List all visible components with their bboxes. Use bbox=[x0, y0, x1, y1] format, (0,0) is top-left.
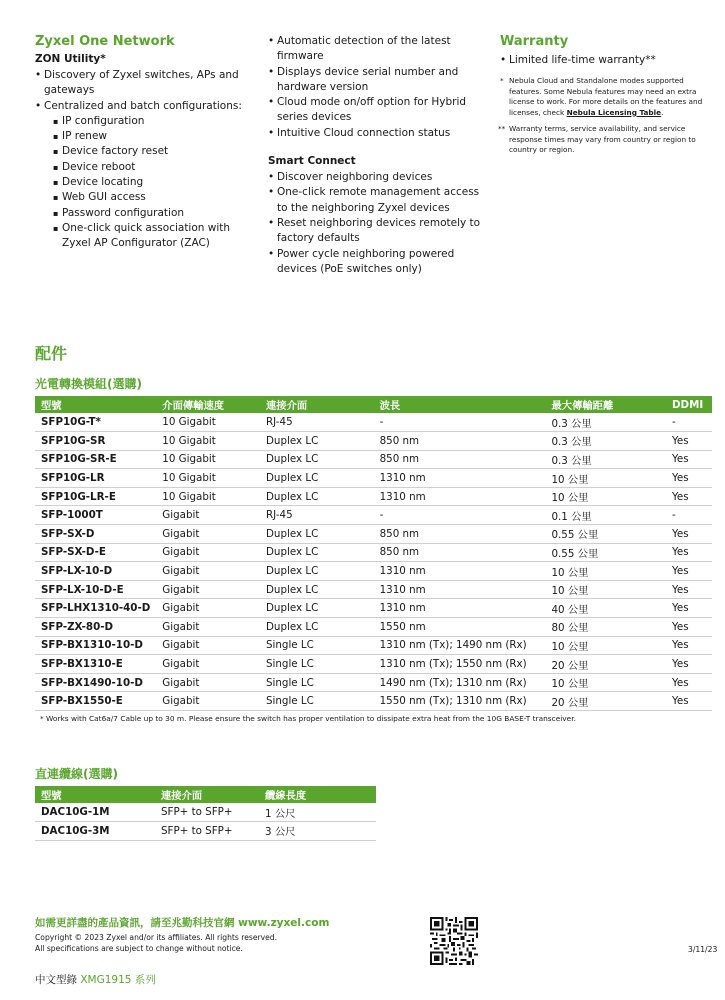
table-cell: - bbox=[666, 506, 712, 525]
column-header: 纜線長度 bbox=[259, 786, 376, 803]
table-row bbox=[35, 562, 712, 581]
table-cell: Yes bbox=[666, 450, 712, 469]
table-cell: 10 Gigabit bbox=[156, 469, 260, 488]
table-row bbox=[35, 673, 712, 692]
list-item: • Limited life-time warranty** bbox=[500, 53, 715, 68]
table-cell: 1310 nm bbox=[374, 487, 546, 506]
model-cell: SFP-LX-10-D-E bbox=[35, 580, 156, 599]
list-item: ▪ Device factory reset bbox=[53, 144, 255, 159]
table-cell: 3 公尺 bbox=[259, 822, 376, 841]
table-row bbox=[35, 413, 712, 432]
column-header: 連接介面 bbox=[260, 396, 374, 413]
table-cell: Single LC bbox=[260, 636, 374, 655]
table-cell: Yes bbox=[666, 543, 712, 562]
table-cell: Single LC bbox=[260, 655, 374, 674]
table-row bbox=[35, 543, 712, 562]
table-cell: SFP+ to SFP+ bbox=[155, 822, 259, 841]
table-cell: 1310 nm (Tx); 1490 nm (Rx) bbox=[374, 636, 546, 655]
table-row bbox=[35, 525, 712, 544]
table-row bbox=[35, 822, 376, 841]
zon-title: Zyxel One Network bbox=[35, 34, 175, 49]
copyright-block bbox=[35, 933, 277, 955]
model-cell: SFP-LHX1310-40-D bbox=[35, 599, 156, 618]
list-item: • Discovery of Zyxel switches, APs and gateways bbox=[35, 68, 255, 99]
table-cell: Gigabit bbox=[156, 580, 260, 599]
table-cell: 10 公里 bbox=[545, 580, 666, 599]
table-cell: Yes bbox=[666, 618, 712, 637]
table-cell: Duplex LC bbox=[260, 450, 374, 469]
table-cell: 1490 nm (Tx); 1310 nm (Rx) bbox=[374, 673, 546, 692]
zon-continued-column bbox=[268, 34, 488, 277]
list-item: ▪ Device reboot bbox=[53, 160, 255, 175]
table-cell: Gigabit bbox=[156, 692, 260, 711]
model-cell: SFP-ZX-80-D bbox=[35, 618, 156, 637]
table-cell: Duplex LC bbox=[260, 618, 374, 637]
column-header: 型號 bbox=[35, 786, 155, 803]
table-cell: Duplex LC bbox=[260, 432, 374, 451]
table-cell: Gigabit bbox=[156, 618, 260, 637]
table-cell: Yes bbox=[666, 673, 712, 692]
dac-table-body bbox=[35, 803, 376, 840]
list-item: • Discover neighboring devices bbox=[268, 170, 488, 185]
table-cell: Yes bbox=[666, 487, 712, 506]
table-cell: 10 公里 bbox=[545, 562, 666, 581]
dac-table bbox=[35, 786, 376, 841]
table-cell: 0.3 公里 bbox=[545, 450, 666, 469]
table-cell: 1310 nm (Tx); 1550 nm (Rx) bbox=[374, 655, 546, 674]
table-cell: Gigabit bbox=[156, 599, 260, 618]
table-cell: 1310 nm bbox=[374, 580, 546, 599]
footnote-text: Nebula Cloud and Standalone modes supported features. Some Nebula features may need an extra license to work. For more details on the features and licenses, check bbox=[509, 76, 703, 117]
table-cell: - bbox=[374, 506, 546, 525]
warranty-title: Warranty bbox=[500, 34, 569, 49]
table-cell: 850 nm bbox=[374, 525, 546, 544]
table-cell: Duplex LC bbox=[260, 562, 374, 581]
model-cell: SFP10G-LR-E bbox=[35, 487, 156, 506]
table-cell: Duplex LC bbox=[260, 599, 374, 618]
warranty-column bbox=[500, 34, 715, 156]
table-cell: Gigabit bbox=[156, 543, 260, 562]
table-cell: - bbox=[666, 413, 712, 432]
table-cell: 10 公里 bbox=[545, 469, 666, 488]
zon-feature-list-continued bbox=[268, 34, 488, 141]
column-header: 波長 bbox=[374, 396, 546, 413]
table-row bbox=[35, 692, 712, 711]
model-cell: SFP-BX1310-E bbox=[35, 655, 156, 674]
table-cell: 10 Gigabit bbox=[156, 413, 260, 432]
table-row bbox=[35, 469, 712, 488]
model-cell: DAC10G-1M bbox=[35, 803, 155, 822]
model-cell: SFP10G-SR bbox=[35, 432, 156, 451]
model-cell: SFP-BX1310-10-D bbox=[35, 636, 156, 655]
table-cell: Gigabit bbox=[156, 506, 260, 525]
table-header-row bbox=[35, 786, 376, 803]
list-item: ▪ Web GUI access bbox=[53, 190, 255, 205]
footnote-text: Warranty terms, service availability, and service response times may vary from country or region to country or region. bbox=[509, 124, 696, 155]
table-header-row bbox=[35, 396, 712, 413]
list-item: • Reset neighboring devices remotely to factory defaults bbox=[268, 216, 488, 247]
list-item: ▪ Device locating bbox=[53, 175, 255, 190]
table-cell: RJ-45 bbox=[260, 506, 374, 525]
table-cell: 0.55 公里 bbox=[545, 543, 666, 562]
table-cell: Gigabit bbox=[156, 562, 260, 581]
table-cell: 1310 nm bbox=[374, 599, 546, 618]
list-item: • Automatic detection of the latest firmware bbox=[268, 34, 488, 65]
table-cell: 1 公尺 bbox=[259, 803, 376, 822]
table-cell: Duplex LC bbox=[260, 525, 374, 544]
catalog-footer bbox=[35, 972, 156, 987]
sfp-table-title: 光電轉換模組(選購) bbox=[35, 377, 142, 391]
table-cell: Single LC bbox=[260, 692, 374, 711]
zon-column bbox=[35, 34, 255, 252]
table-row bbox=[35, 655, 712, 674]
list-item: ▪ One-click quick association with Zyxel AP Configurator (ZAC) bbox=[53, 221, 255, 252]
table-cell: 850 nm bbox=[374, 543, 546, 562]
footnote-mark: ** bbox=[498, 124, 506, 134]
table-cell: - bbox=[374, 413, 546, 432]
nebula-footnote bbox=[500, 76, 715, 118]
model-cell: SFP-SX-D-E bbox=[35, 543, 156, 562]
nebula-licensing-link[interactable]: Nebula Licensing Table bbox=[566, 107, 662, 117]
column-header: 型號 bbox=[35, 396, 156, 413]
table-cell: Yes bbox=[666, 599, 712, 618]
table-cell: Yes bbox=[666, 580, 712, 599]
copyright-text: Copyright © 2023 Zyxel and/or its affiliates. All rights reserved. bbox=[35, 933, 278, 942]
table-cell: Single LC bbox=[260, 673, 374, 692]
catalog-series: XMG1915 系列 bbox=[80, 974, 156, 986]
model-cell: SFP-LX-10-D bbox=[35, 562, 156, 581]
table-cell: 10 公里 bbox=[545, 673, 666, 692]
model-cell: SFP10G-T* bbox=[35, 413, 156, 432]
table-cell: 10 公里 bbox=[545, 487, 666, 506]
table-cell: Yes bbox=[666, 525, 712, 544]
model-cell: DAC10G-3M bbox=[35, 822, 155, 841]
accessories-title: 配件 bbox=[35, 344, 68, 363]
table-row bbox=[35, 599, 712, 618]
table-row bbox=[35, 487, 712, 506]
table-cell: 1550 nm bbox=[374, 618, 546, 637]
table-row bbox=[35, 580, 712, 599]
table-cell: Gigabit bbox=[156, 525, 260, 544]
table-cell: Duplex LC bbox=[260, 487, 374, 506]
smart-connect-title: Smart Connect bbox=[268, 155, 356, 168]
table-cell: 80 公里 bbox=[545, 618, 666, 637]
table-cell: 0.3 公里 bbox=[545, 413, 666, 432]
table-cell: Duplex LC bbox=[260, 469, 374, 488]
table-cell: 10 Gigabit bbox=[156, 432, 260, 451]
table-row bbox=[35, 506, 712, 525]
config-sub-list bbox=[44, 114, 255, 252]
table-cell: 0.1 公里 bbox=[545, 506, 666, 525]
table-cell: SFP+ to SFP+ bbox=[155, 803, 259, 822]
list-item bbox=[35, 99, 255, 252]
list-item: • Intuitive Cloud connection status bbox=[268, 126, 488, 141]
table-cell: Yes bbox=[666, 432, 712, 451]
model-cell: SFP-BX1550-E bbox=[35, 692, 156, 711]
table-cell: 1310 nm bbox=[374, 469, 546, 488]
table-row bbox=[35, 618, 712, 637]
table-row bbox=[35, 432, 712, 451]
list-item: • Displays device serial number and hardware version bbox=[268, 65, 488, 96]
list-item: • Power cycle neighboring powered devices (PoE switches only) bbox=[268, 247, 488, 278]
table-cell: 1550 nm (Tx); 1310 nm (Rx) bbox=[374, 692, 546, 711]
model-cell: SFP-1000T bbox=[35, 506, 156, 525]
footnote-mark: * bbox=[500, 76, 504, 86]
sfp-table bbox=[35, 396, 712, 711]
table-cell: 10 Gigabit bbox=[156, 487, 260, 506]
list-item: ▪ Password configuration bbox=[53, 206, 255, 221]
dac-table-title: 直連纜線(選購) bbox=[35, 767, 118, 781]
table-cell: 20 公里 bbox=[545, 692, 666, 711]
model-cell: SFP10G-LR bbox=[35, 469, 156, 488]
footnote-end: . bbox=[661, 107, 664, 117]
disclaimer-text: All specifications are subject to change without notice. bbox=[35, 943, 243, 953]
table-cell: Yes bbox=[666, 692, 712, 711]
table-cell: 0.3 公里 bbox=[545, 432, 666, 451]
table-cell: 850 nm bbox=[374, 450, 546, 469]
list-item-label: Centralized and batch configurations: bbox=[44, 99, 242, 112]
list-item: ▪ IP configuration bbox=[53, 114, 255, 129]
list-item: • Cloud mode on/off option for Hybrid series devices bbox=[268, 95, 488, 126]
table-cell: Yes bbox=[666, 655, 712, 674]
table-row bbox=[35, 636, 712, 655]
table-cell: 20 公里 bbox=[545, 655, 666, 674]
table-cell: 0.55 公里 bbox=[545, 525, 666, 544]
table-cell: Yes bbox=[666, 469, 712, 488]
catalog-label: 中文型錄 bbox=[35, 974, 77, 986]
zon-feature-list bbox=[35, 68, 255, 252]
model-cell: SFP-BX1490-10-D bbox=[35, 673, 156, 692]
table-cell: 10 公里 bbox=[545, 636, 666, 655]
table-cell: RJ-45 bbox=[260, 413, 374, 432]
qr-code-icon bbox=[430, 917, 478, 965]
list-item: • One-click remote management access to the neighboring Zyxel devices bbox=[268, 185, 488, 216]
website-link[interactable]: 如需更詳盡的產品資訊，請至兆勤科技官網 www.zyxel.com bbox=[35, 917, 330, 929]
table-cell: Yes bbox=[666, 636, 712, 655]
table-cell: Duplex LC bbox=[260, 543, 374, 562]
publish-date: 3/11/23 bbox=[688, 945, 718, 954]
warranty-list bbox=[500, 53, 715, 68]
table-cell: Gigabit bbox=[156, 636, 260, 655]
table-cell: 40 公里 bbox=[545, 599, 666, 618]
column-header: 介面傳輸速度 bbox=[156, 396, 260, 413]
model-cell: SFP-SX-D bbox=[35, 525, 156, 544]
sfp-footnote: * Works with Cat6a/7 Cable up to 30 m. Please ensure the switch has proper ventilation to dissipate extra heat from the 10G BASE-T transceiver. bbox=[40, 714, 576, 723]
table-cell: 10 Gigabit bbox=[156, 450, 260, 469]
zon-utility-subtitle: ZON Utility* bbox=[35, 53, 106, 65]
column-header: 連接介面 bbox=[155, 786, 259, 803]
warranty-footnote bbox=[500, 124, 715, 156]
table-cell: 850 nm bbox=[374, 432, 546, 451]
column-header: 最大傳輸距離 bbox=[545, 396, 666, 413]
list-item: ▪ IP renew bbox=[53, 129, 255, 144]
table-cell: Gigabit bbox=[156, 673, 260, 692]
table-cell: Yes bbox=[666, 562, 712, 581]
table-cell: Duplex LC bbox=[260, 580, 374, 599]
table-cell: 1310 nm bbox=[374, 562, 546, 581]
column-header: DDMI bbox=[666, 396, 712, 413]
table-row bbox=[35, 450, 712, 469]
table-row bbox=[35, 803, 376, 822]
model-cell: SFP10G-SR-E bbox=[35, 450, 156, 469]
smart-connect-list bbox=[268, 170, 488, 277]
sfp-table-body bbox=[35, 413, 712, 711]
table-cell: Gigabit bbox=[156, 655, 260, 674]
